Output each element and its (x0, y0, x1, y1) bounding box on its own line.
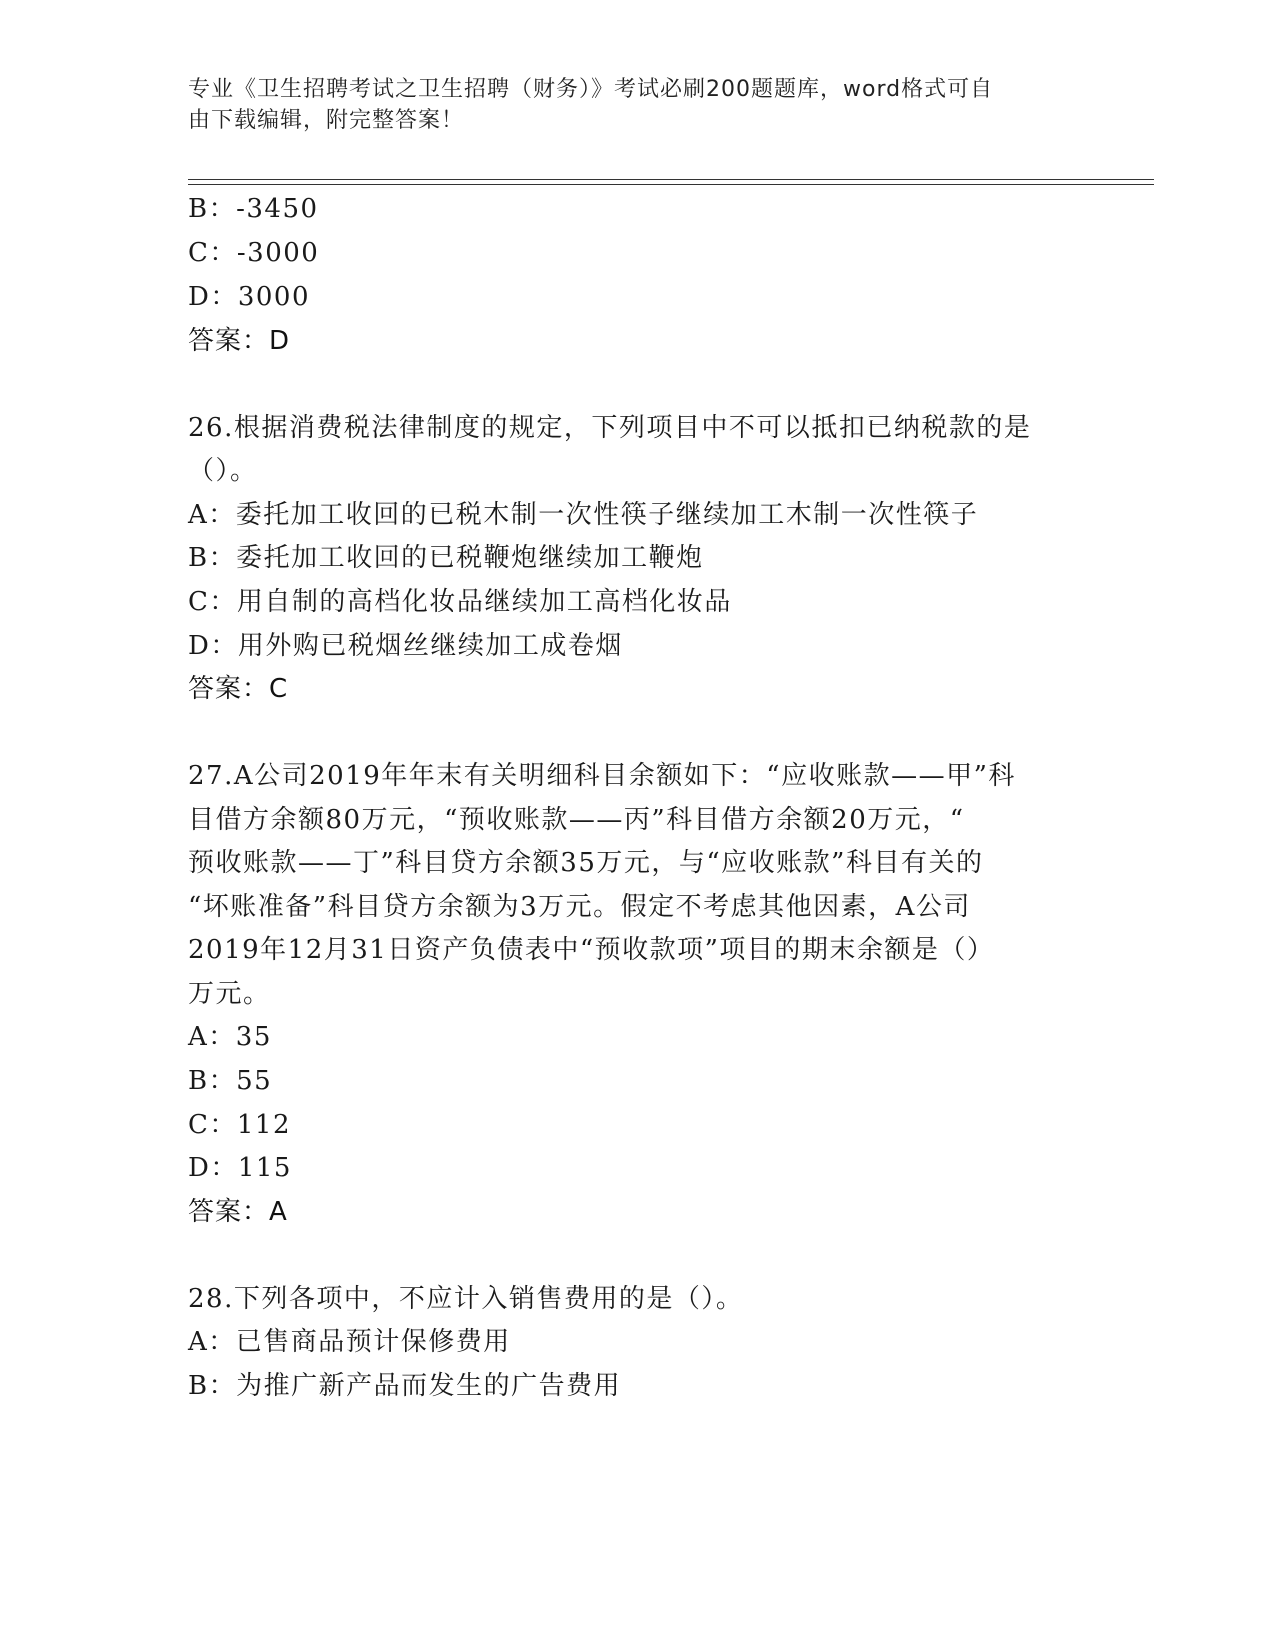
q27-option-a: A：35 (188, 1022, 272, 1052)
q27-stem-line-2: 目借方余额80万元，“预收账款——丙”科目借方余额20万元，“ (188, 805, 965, 835)
header-divider-top (188, 179, 1154, 180)
q26-option-a: A：委托加工收回的已税木制一次性筷子继续加工木制一次性筷子 (188, 500, 979, 530)
q26-option-b: B：委托加工收回的已税鞭炮继续加工鞭炮 (188, 543, 704, 573)
header-line-2: 由下载编辑，附完整答案！ (188, 108, 465, 133)
q27-option-c: C：112 (188, 1110, 292, 1140)
q25-option-c: C：-3000 (188, 238, 320, 268)
q26-stem-line-2: （）。 (188, 456, 258, 486)
q26-stem-line-1: 26.根据消费税法律制度的规定，下列项目中不可以抵扣已纳税款的是 (188, 413, 1032, 443)
q25-option-d: D：3000 (188, 282, 311, 312)
q25-option-b: B：-3450 (188, 194, 319, 224)
q27-option-d: D：115 (188, 1153, 292, 1183)
q27-stem-line-3: 预收账款——丁”科目贷方余额35万元，与“应收账款”科目有关的 (188, 848, 984, 878)
q26-option-d: D：用外购已税烟丝继续加工成卷烟 (188, 631, 623, 661)
q27-stem-line-5: 2019年12月31日资产负债表中“预收款项”项目的期末余额是（） (188, 935, 995, 965)
q26-answer: 答案：C (188, 674, 289, 704)
q26-option-c: C：用自制的高档化妆品继续加工高档化妆品 (188, 587, 732, 617)
q28-stem-line-1: 28.下列各项中，不应计入销售费用的是（）。 (188, 1284, 744, 1314)
q27-stem-line-1: 27.A公司2019年年末有关明细科目余额如下：“应收账款——甲”科 (188, 761, 1016, 791)
q28-option-b: B：为推广新产品而发生的广告费用 (188, 1371, 622, 1401)
q27-answer: 答案：A (188, 1197, 288, 1227)
q27-stem-line-4: “坏账准备”科目贷方余额为3万元。假定不考虑其他因素，A公司 (188, 892, 971, 922)
header-divider-bottom (188, 184, 1154, 185)
q25-answer: 答案：D (188, 326, 291, 356)
q27-option-b: B：55 (188, 1066, 273, 1096)
header-line-1: 专业《卫生招聘考试之卫生招聘（财务）》考试必刷200题题库，word格式可自 (188, 77, 994, 102)
q28-option-a: A：已售商品预计保修费用 (188, 1327, 511, 1357)
q27-stem-line-6: 万元。 (188, 979, 271, 1009)
page-header (188, 74, 1068, 136)
